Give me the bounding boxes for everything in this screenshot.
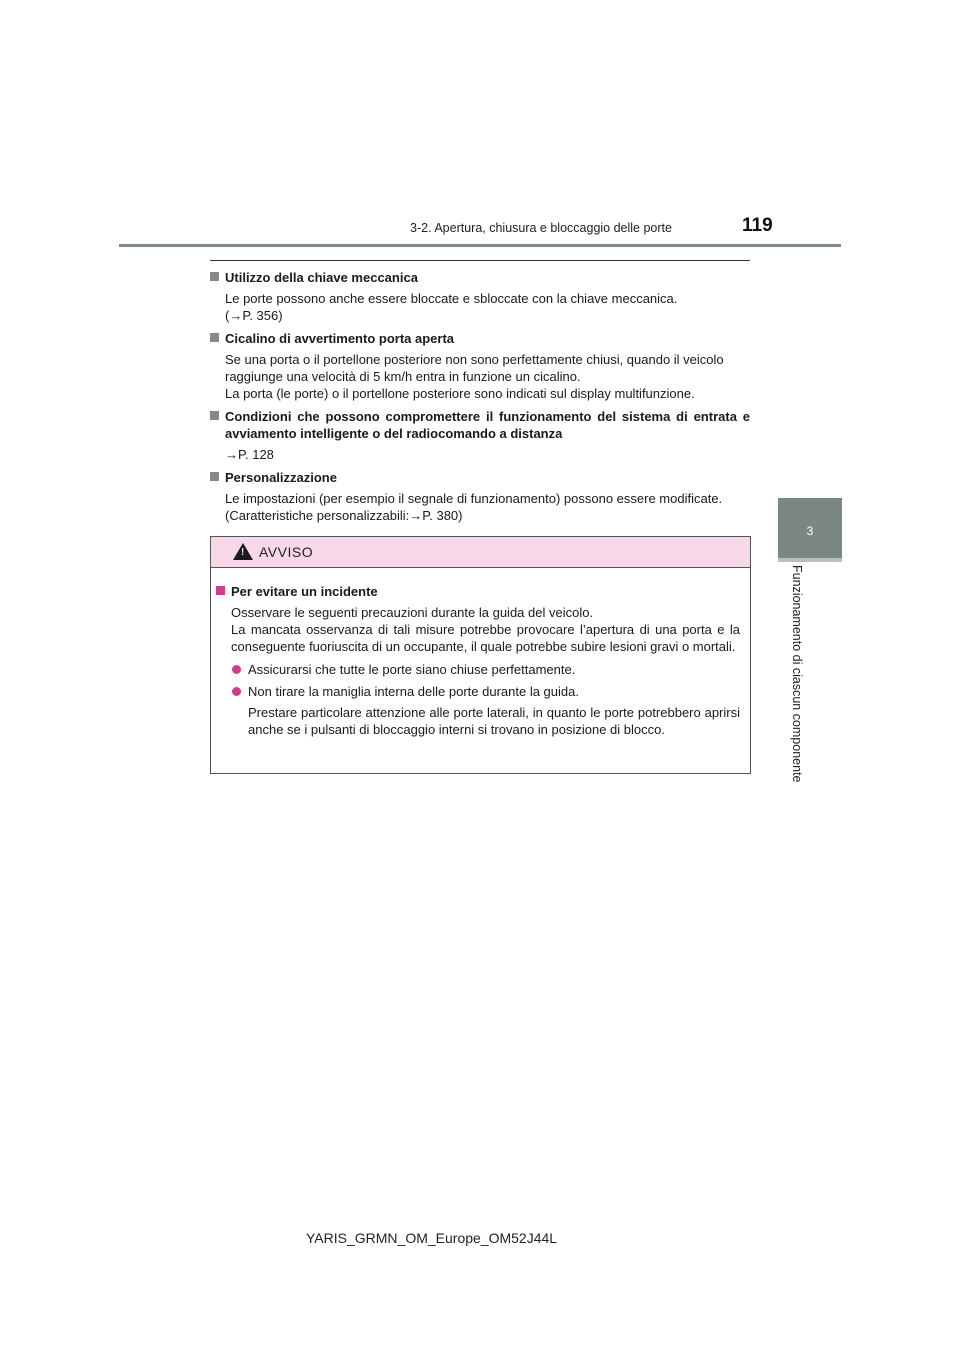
- section-body: [210, 490, 750, 524]
- section-heading: [210, 330, 750, 347]
- paragraph: La mancata osservanza di tali misure potrebbe provocare l’apertura di una porta e la conseguente fuoriuscita di un occupante, il quale potrebbe subire lesioni gravi o mortali.: [231, 622, 740, 654]
- warning-box: [210, 536, 751, 774]
- square-bullet-icon: [210, 333, 219, 342]
- warning-triangle-icon: !: [233, 543, 253, 560]
- warning-bullet: [216, 661, 740, 678]
- page-reference: (Caratteristiche personalizzabili:→P. 380): [225, 508, 463, 523]
- chapter-title: Funzionamento di ciascun componente: [790, 565, 804, 783]
- warning-bullet-text: Non tirare la maniglia interna delle porte durante la guida.: [248, 684, 579, 699]
- warning-bullet-text: Assicurarsi che tutte le porte siano chiuse perfettamente.: [248, 662, 576, 677]
- warning-label: AVVISO: [259, 544, 314, 560]
- page-reference: (→P. 356): [225, 308, 283, 323]
- warning-bullet-note: Prestare particolare attenzione alle porte laterali, in quanto le porte potrebbero aprirsi anche se i pulsanti di bloccaggio interni si trovano in posizione di blocco.: [248, 705, 740, 737]
- paragraph: Se una porta o il portellone posteriore non sono perfettamente chiusi, quando il veicolo raggiunge una velocità di 5 km/h entra in funzione un cicalino.: [225, 352, 724, 384]
- main-content: [210, 260, 750, 530]
- warning-bullet: [216, 683, 740, 700]
- square-bullet-icon: [210, 472, 219, 481]
- square-bullet-icon: [216, 586, 225, 595]
- section-heading-text: Cicalino di avvertimento porta aperta: [225, 331, 455, 346]
- page-reference: →P. 128: [225, 447, 274, 462]
- round-bullet-icon: [232, 687, 241, 696]
- paragraph: La porta (le porte) o il portellone posteriore sono indicati sul display multifunzione.: [225, 386, 695, 401]
- page-number: 119: [742, 215, 773, 236]
- square-bullet-icon: [210, 411, 219, 420]
- content-rule: [210, 260, 750, 261]
- round-bullet-icon: [232, 665, 241, 674]
- warning-content: [211, 568, 750, 738]
- section-heading: [210, 408, 750, 442]
- document-code: YARIS_GRMN_OM_Europe_OM52J44L: [306, 1230, 558, 1246]
- chapter-tab-rule: [778, 558, 842, 562]
- section-heading-text: Condizioni che possono compromettere il funzionamento del sistema di entrata e avviamento intelligente o del radiocomando a distanza: [225, 409, 750, 441]
- header-rule: [119, 244, 841, 247]
- section-body: [210, 290, 750, 324]
- square-bullet-icon: [210, 272, 219, 281]
- header-section-title: 3-2. Apertura, chiusura e bloccaggio delle porte: [410, 221, 672, 235]
- section-body: [210, 446, 750, 463]
- paragraph: Osservare le seguenti precauzioni durante la guida del veicolo.: [231, 605, 594, 620]
- section-heading-text: Personalizzazione: [225, 470, 337, 485]
- paragraph: Le porte possono anche essere bloccate e sbloccate con la chiave meccanica.: [225, 291, 678, 306]
- section-heading: [210, 269, 750, 286]
- section-heading: [210, 469, 750, 486]
- section-body: [210, 351, 750, 402]
- section-heading-text: Utilizzo della chiave meccanica: [225, 270, 418, 285]
- warning-body: [216, 604, 740, 655]
- chapter-tab: [778, 498, 842, 558]
- paragraph: Le impostazioni (per esempio il segnale di funzionamento) possono essere modificate.: [225, 491, 723, 506]
- warning-header: [211, 537, 750, 568]
- chapter-tab-number: 3: [806, 524, 814, 538]
- warning-heading: [216, 583, 740, 600]
- warning-heading-text: Per evitare un incidente: [231, 584, 378, 599]
